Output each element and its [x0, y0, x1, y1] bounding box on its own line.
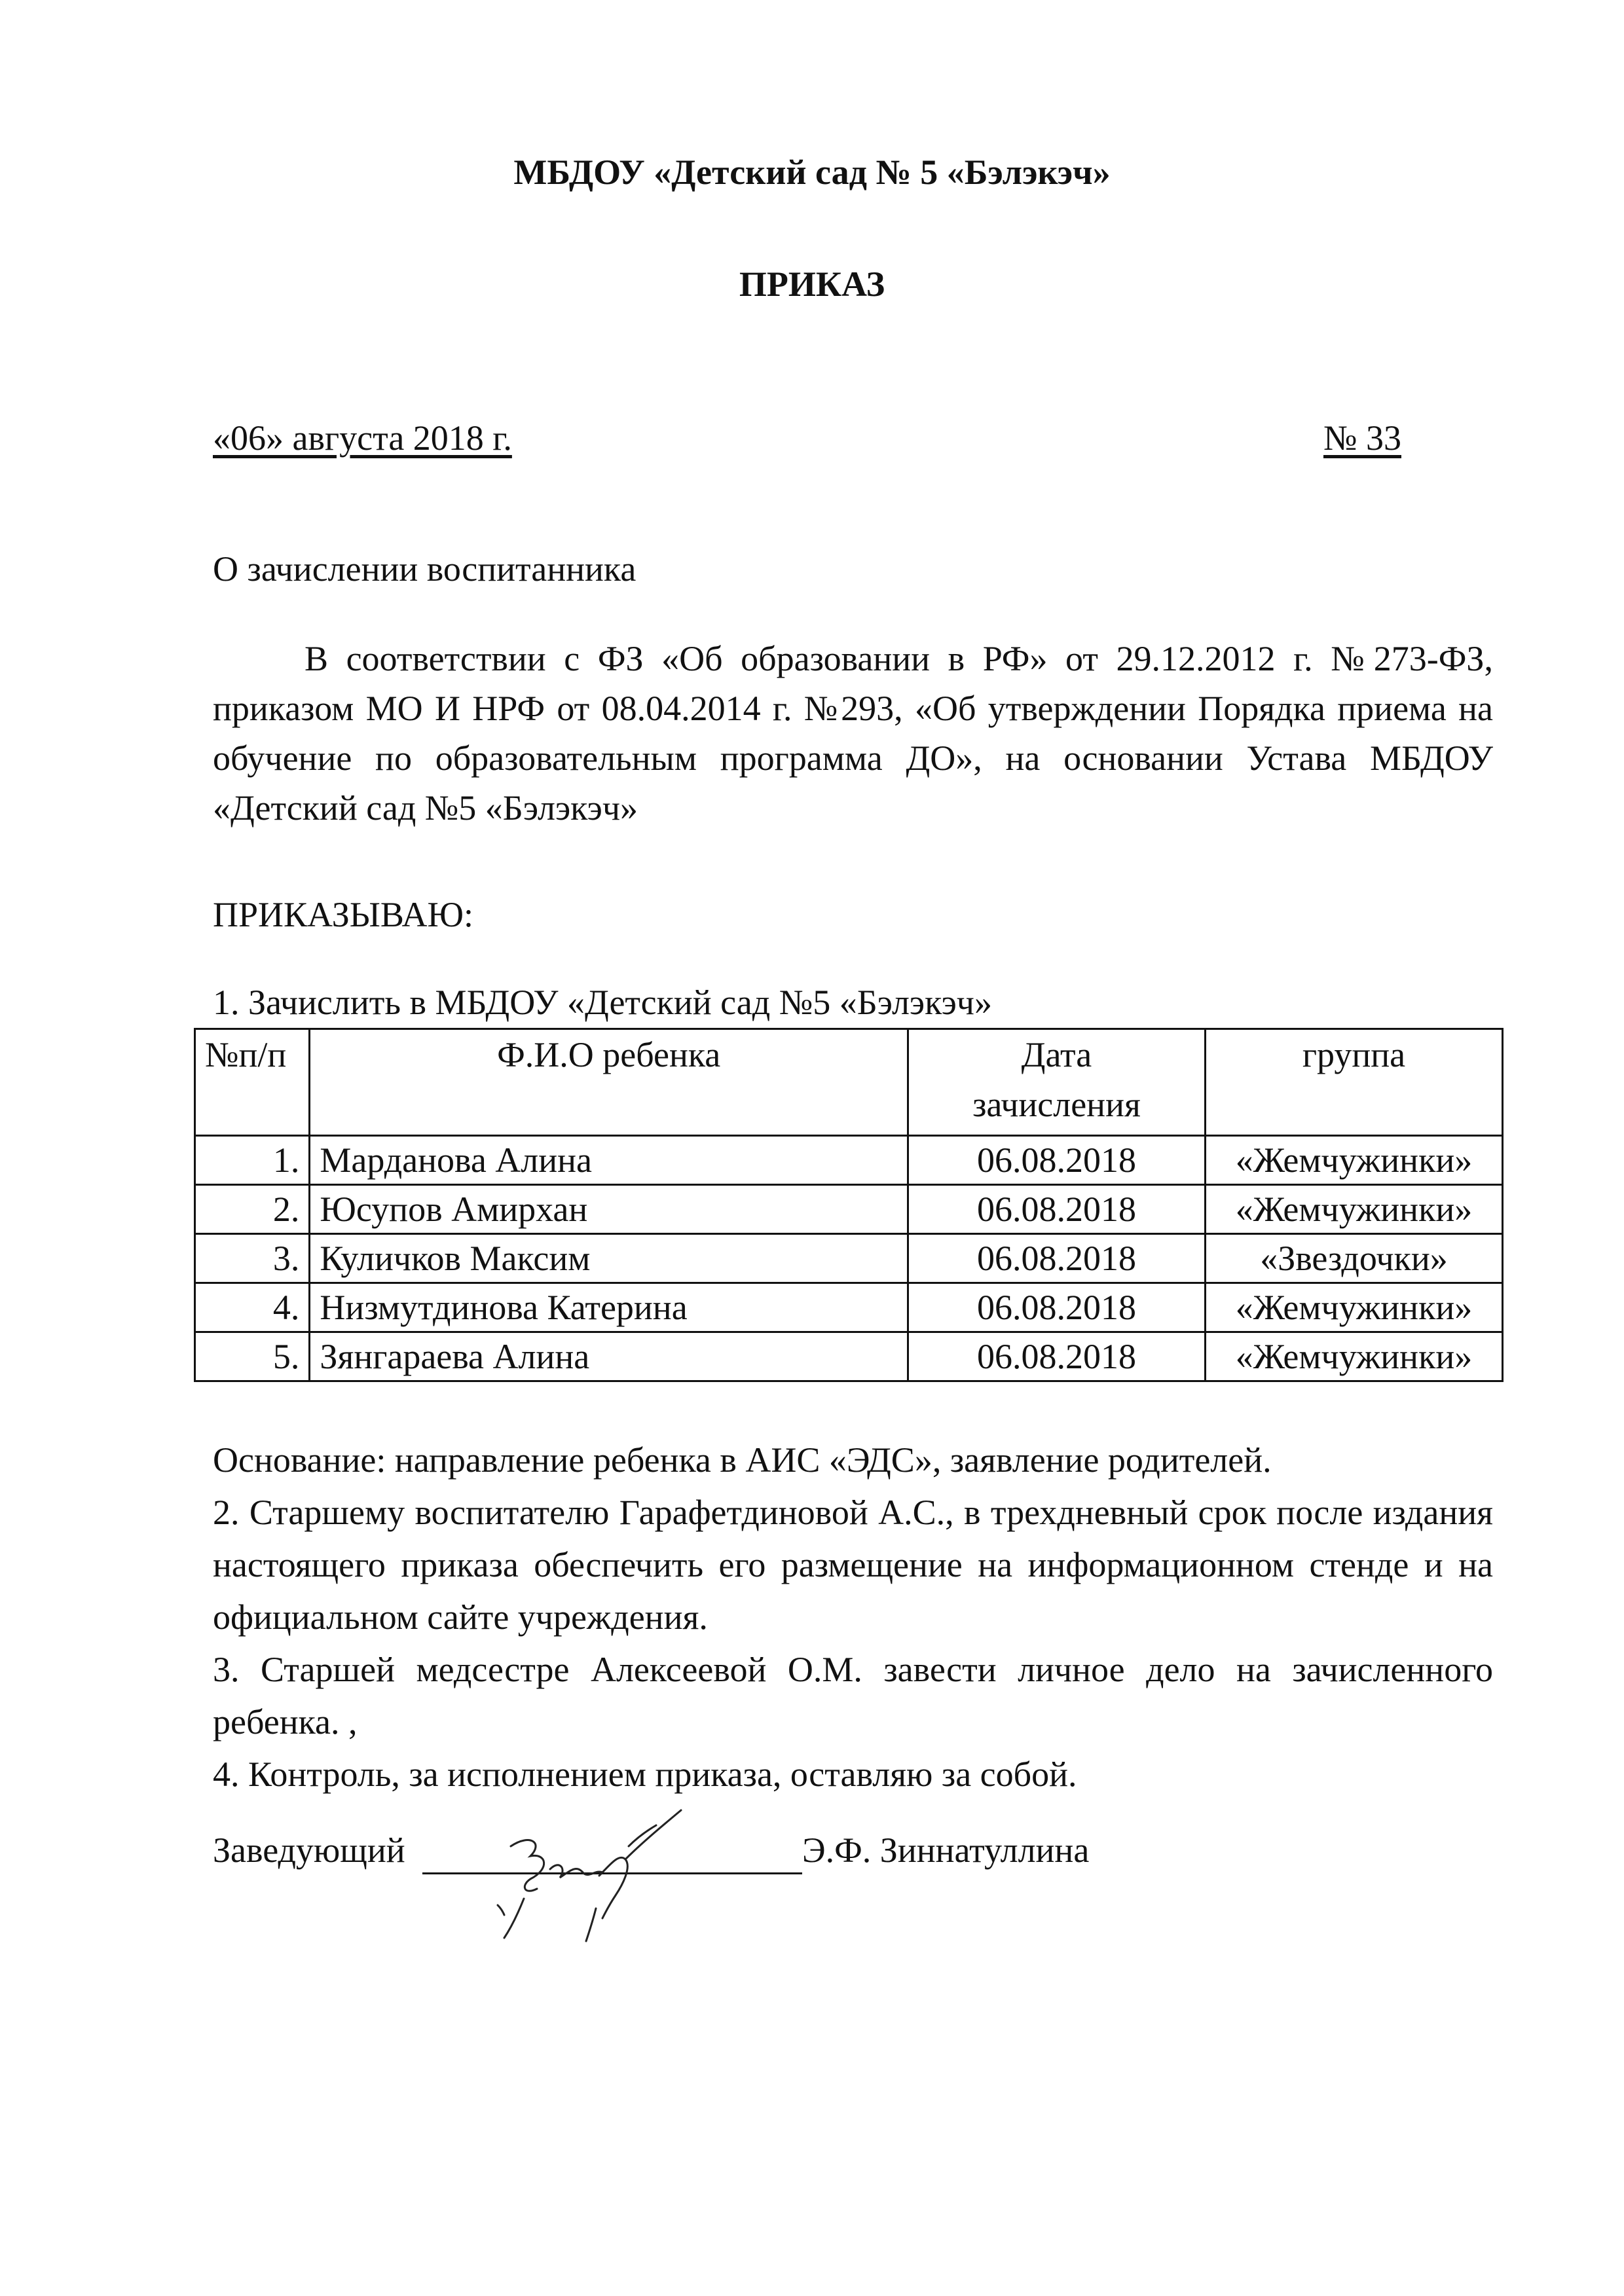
row-date: 06.08.2018	[908, 1234, 1205, 1283]
order-subject: О зачислении воспитанника	[213, 549, 637, 589]
order-word: ПРИКАЗЫВАЮ:	[213, 895, 473, 934]
row-group: «Жемчужинки»	[1205, 1283, 1502, 1332]
row-date: 06.08.2018	[908, 1332, 1205, 1381]
header-date-line2: зачисления	[972, 1085, 1141, 1124]
row-num: 1.	[195, 1136, 310, 1185]
header-date	[908, 1029, 1205, 1136]
table-row	[195, 1136, 1503, 1185]
row-name: Зянгараева Алина	[310, 1332, 908, 1381]
row-num: 2.	[195, 1185, 310, 1234]
basis-paragraph: В соответствии с ФЗ «Об образовании в РФ» от 29.12.2012 г. №273-ФЗ, приказом МО И НРФ от 08.04.2014 г. №293, «Об утверждении Порядка приема на обучение по образовательным программа ДО», на основании Устава МБДОУ «Детский сад №5 «Бэлэкэч»	[213, 639, 1493, 828]
row-date: 06.08.2018	[908, 1185, 1205, 1234]
item-4: 4. Контроль, за исполнением приказа, оставляю за собой.	[213, 1755, 1077, 1794]
header-date-line1: Дата	[1021, 1035, 1092, 1074]
row-name: Низмутдинова Катерина	[310, 1283, 908, 1332]
row-name: Юсупов Амирхан	[310, 1185, 908, 1234]
item-2: 2. Старшему воспитателю Гарафетдиновой А.С., в трехдневный срок после издания настоящего приказа обеспечить его размещение на информационном стенде и на официальном сайте учреждения.	[213, 1493, 1493, 1637]
order-number: № 33	[1323, 418, 1401, 458]
row-num: 5.	[195, 1332, 310, 1381]
basis-note: Основание: направление ребенка в АИС «ЭДС», заявление родителей.	[213, 1440, 1272, 1480]
document-title: ПРИКАЗ	[739, 264, 885, 304]
row-num: 4.	[195, 1283, 310, 1332]
row-name: Куличков Максим	[310, 1234, 908, 1283]
row-date: 06.08.2018	[908, 1283, 1205, 1332]
row-group: «Звездочки»	[1205, 1234, 1502, 1283]
row-num: 3.	[195, 1234, 310, 1283]
organization-title: МБДОУ «Детский сад № 5 «Бэлэкэч»	[513, 153, 1111, 192]
row-name: Марданова Алина	[310, 1136, 908, 1185]
order-notes	[213, 1434, 1493, 1800]
item-1-enroll: 1. Зачислить в МБДОУ «Детский сад №5 «Бэлэкэч»	[213, 983, 992, 1022]
header-name: Ф.И.О ребенка	[310, 1029, 908, 1136]
row-group: «Жемчужинки»	[1205, 1185, 1502, 1234]
header-num: №п/п	[195, 1029, 310, 1136]
row-date: 06.08.2018	[908, 1136, 1205, 1185]
item-3: 3. Старшей медсестре Алексеевой О.М. завести личное дело на зачисленного ребенка. ,	[213, 1650, 1493, 1741]
signatory-role: Заведующий	[213, 1831, 405, 1870]
table-header-row	[195, 1029, 1503, 1136]
header-group: группа	[1205, 1029, 1502, 1136]
table-row	[195, 1283, 1503, 1332]
table-row	[195, 1234, 1503, 1283]
table-row	[195, 1185, 1503, 1234]
signatory-name: Э.Ф. Зиннатуллина	[802, 1831, 1090, 1870]
row-group: «Жемчужинки»	[1205, 1136, 1502, 1185]
children-table	[194, 1028, 1504, 1382]
table-row	[195, 1332, 1503, 1381]
row-group: «Жемчужинки»	[1205, 1332, 1502, 1381]
order-date: «06» августа 2018 г.	[213, 418, 512, 458]
handwritten-signature	[485, 1807, 701, 1958]
